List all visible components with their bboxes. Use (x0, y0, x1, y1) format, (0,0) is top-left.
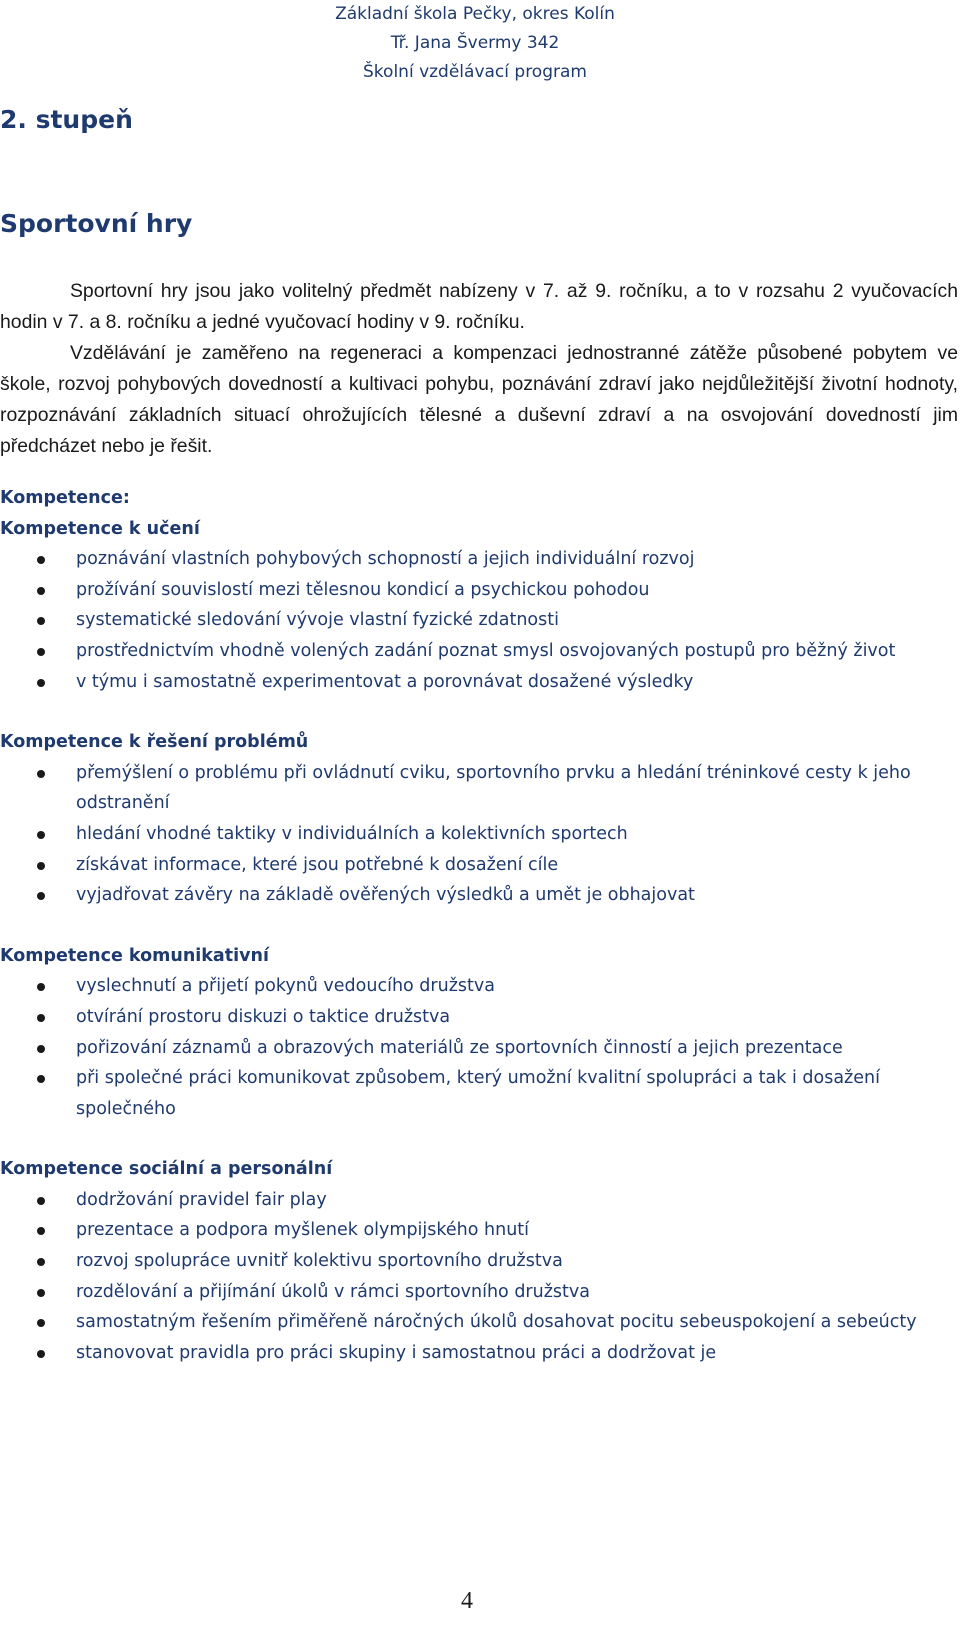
bullet-icon (37, 1014, 45, 1022)
grade-title: 2. stupeň (0, 105, 133, 134)
competences-label: Kompetence: (0, 488, 130, 508)
program-name: Školní vzdělávací program (363, 62, 587, 82)
school-address: Tř. Jana Švermy 342 (390, 33, 560, 53)
bullet-icon (37, 1289, 45, 1297)
list-item: poznávání vlastních pohybových schopností a jejich individuální rozvoj (0, 544, 950, 575)
bullet-icon (37, 770, 45, 778)
bullet-icon (37, 1350, 45, 1358)
competence-list (0, 758, 950, 911)
list-item: při společné práci komunikovat způsobem, který umožní kvalitní spolupráci a tak i dosažení společného (0, 1063, 950, 1124)
list-item: stanovovat pravidla pro práci skupiny i samostatnou práci a dodržovat je (0, 1338, 950, 1369)
bullet-icon (37, 587, 45, 595)
bullet-icon (37, 1319, 45, 1327)
section-heading: Kompetence k učení (0, 518, 200, 539)
list-item: pořizování záznamů a obrazových materiálů ze sportovních činností a jejich prezentace (0, 1033, 950, 1064)
bullet-icon (37, 1258, 45, 1266)
list-item: dodržování pravidel fair play (0, 1185, 950, 1216)
list-item: rozvoj spolupráce uvnitř kolektivu sportovního družstva (0, 1246, 950, 1277)
list-item: v týmu i samostatně experimentovat a porovnávat dosažené výsledky (0, 667, 950, 698)
competence-list (0, 1185, 950, 1369)
school-header (330, 0, 620, 87)
intro-paragraph-focus: Vzdělávání je zaměřeno na regeneraci a kompenzaci jednostranné zátěže působené pobytem ve škole, rozvoj pohybových dovedností a kultivaci pohybu, poznávání zdraví jako nejdůležitější životní hodnoty, rozpoznávání základních situací ohrožujících tělesné a duševní zdraví a na osvojování dovedností jim předcházet nebo je řešit. (0, 342, 958, 457)
competence-list (0, 544, 950, 697)
list-item: přemýšlení o problému při ovládnutí cviku, sportovního prvku a hledání tréninkové cesty k jeho odstranění (0, 758, 950, 819)
subject-title: Sportovní hry (0, 209, 193, 238)
page-number: 4 (461, 1588, 473, 1614)
bullet-icon (37, 1075, 45, 1083)
bullet-icon (37, 1197, 45, 1205)
section-heading: Kompetence komunikativní (0, 945, 269, 966)
list-item: systematické sledování vývoje vlastní fyzické zdatnosti (0, 605, 950, 636)
intro-paragraph-scope: Sportovní hry jsou jako volitelný předmět nabízeny v 7. až 9. ročníku, a to v rozsahu 2 vyučovacích hodin v 7. a 8. ročníku a jedné vyučovací hodiny v 9. ročníku. (0, 280, 958, 333)
intro-text (0, 276, 958, 462)
section-heading: Kompetence sociální a personální (0, 1159, 333, 1180)
bullet-icon (37, 831, 45, 839)
bullet-icon (37, 617, 45, 625)
list-item: samostatným řešením přiměřeně náročných úkolů dosahovat pocitu sebeuspokojení a sebeúcty (0, 1307, 950, 1338)
section-heading: Kompetence k řešení problémů (0, 732, 309, 753)
bullet-icon (37, 556, 45, 564)
school-name: Základní škola Pečky, okres Kolín (335, 4, 615, 24)
list-item: získávat informace, které jsou potřebné k dosažení cíle (0, 850, 950, 881)
bullet-icon (37, 892, 45, 900)
bullet-icon (37, 983, 45, 991)
bullet-icon (37, 1045, 45, 1053)
section-social-personal (0, 1154, 950, 1368)
bullet-icon (37, 679, 45, 687)
competence-list (0, 971, 950, 1124)
section-learning (0, 514, 950, 698)
list-item: rozdělování a přijímání úkolů v rámci sportovního družstva (0, 1277, 950, 1308)
list-item: vyslechnutí a přijetí pokynů vedoucího družstva (0, 971, 950, 1002)
list-item: otvírání prostoru diskuzi o taktice družstva (0, 1002, 950, 1033)
list-item: vyjadřovat závěry na základě ověřených výsledků a umět je obhajovat (0, 880, 950, 911)
list-item: hledání vhodné taktiky v individuálních a kolektivních sportech (0, 819, 950, 850)
list-item: prožívání souvislostí mezi tělesnou kondicí a psychickou pohodou (0, 575, 950, 606)
bullet-icon (37, 1227, 45, 1235)
list-item: prezentace a podpora myšlenek olympijského hnutí (0, 1215, 950, 1246)
list-item: prostřednictvím vhodně volených zadání poznat smysl osvojovaných postupů pro běžný život (0, 636, 950, 667)
section-communication (0, 941, 950, 1125)
bullet-icon (37, 862, 45, 870)
bullet-icon (37, 648, 45, 656)
section-problem-solving (0, 727, 950, 911)
competences-block (0, 483, 950, 1368)
